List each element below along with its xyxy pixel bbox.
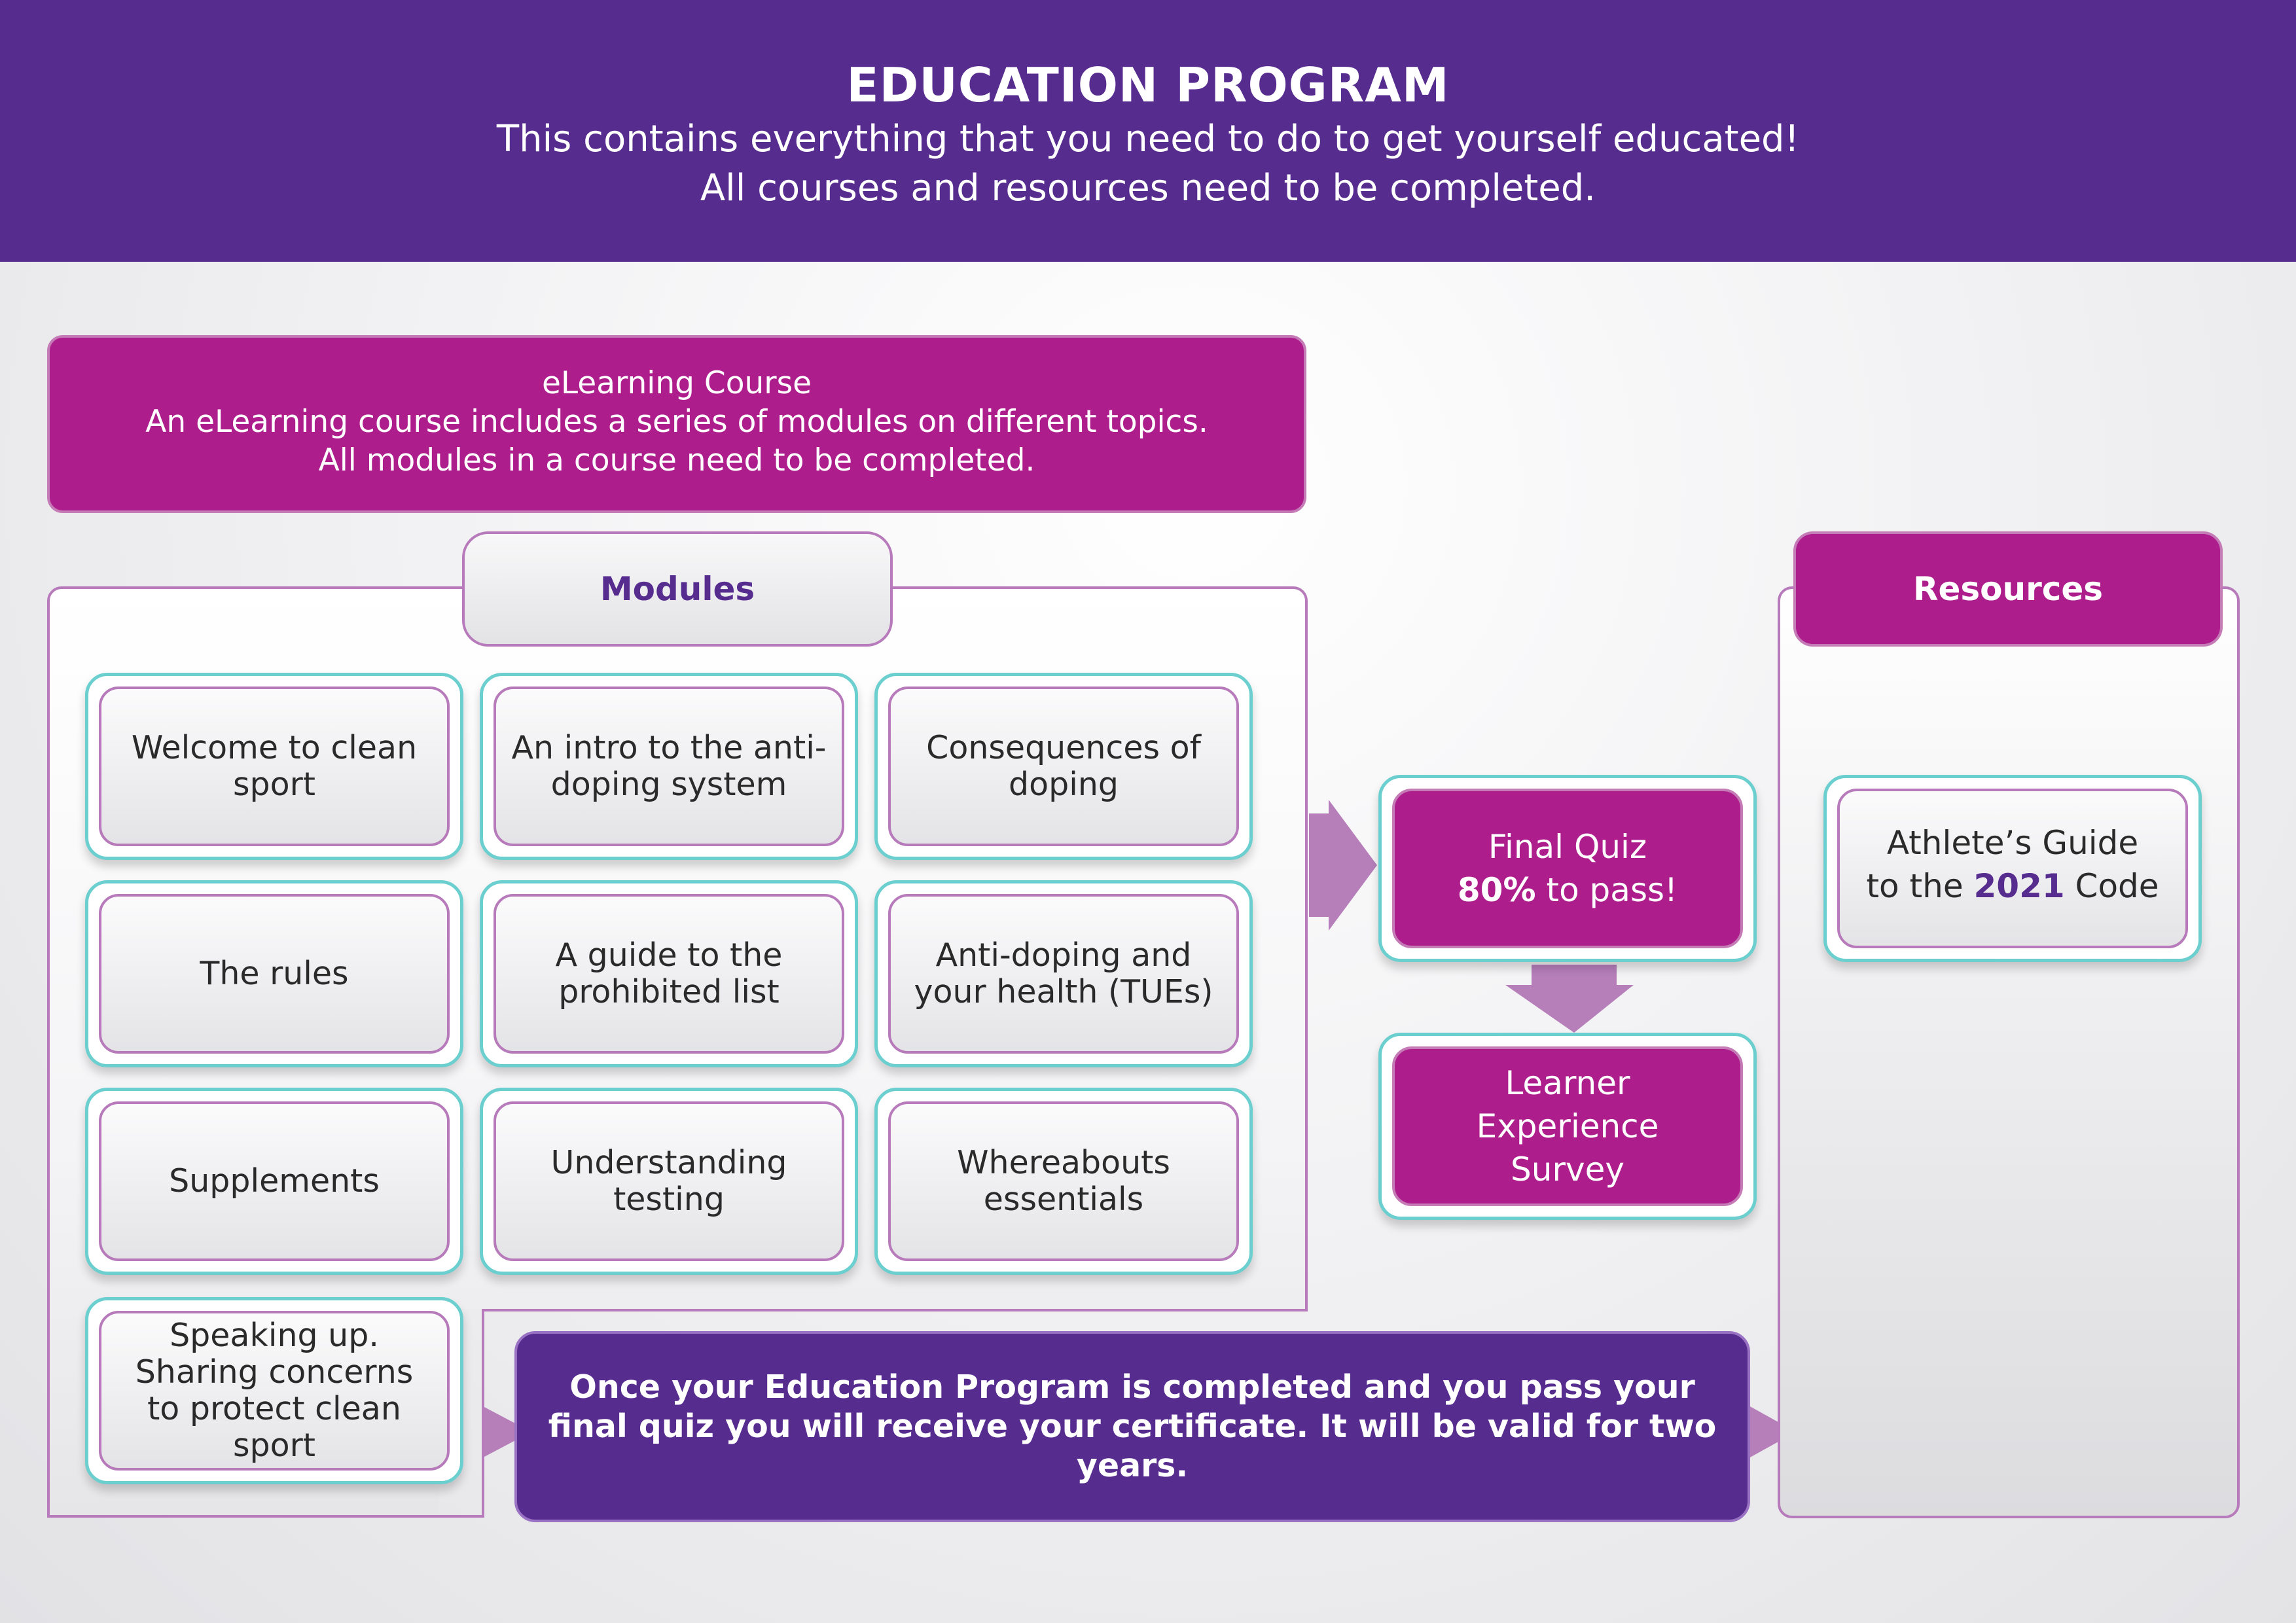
elearning-line-1: An eLearning course includes a series of modules on different topics.	[145, 404, 1208, 440]
resource-guide-year: 2021	[1973, 867, 2065, 905]
module-label: An intro to the anti-doping system	[493, 687, 844, 846]
page-subtitle-line-2: All courses and resources need to be completed.	[700, 167, 1596, 209]
final-quiz-card[interactable]	[1378, 775, 1757, 962]
module-label: Understanding testing	[493, 1101, 844, 1261]
certificate-text: Once your Education Program is completed and you pass your final quiz you will receive your certificate. It will be valid for two years.	[548, 1368, 1717, 1484]
resource-label	[1837, 789, 2188, 948]
resources-tab	[1793, 531, 2223, 647]
resource-guide-suffix: Code	[2064, 867, 2159, 905]
final-quiz-pass-percent: 80%	[1457, 871, 1536, 909]
final-quiz-pass-line	[1458, 868, 1677, 912]
elearning-line-2: All modules in a course need to be completed.	[318, 442, 1035, 478]
module-label: Consequences of doping	[888, 687, 1239, 846]
arrow-modules-to-quiz	[1309, 800, 1377, 931]
final-quiz-title: Final Quiz	[1488, 828, 1647, 866]
module-label: The rules	[99, 894, 450, 1054]
module-label: A guide to the prohibited list	[493, 894, 844, 1054]
resources-frame	[1778, 586, 2240, 1518]
learner-survey-label: Learner Experience Survey	[1392, 1046, 1743, 1206]
elearning-title: eLearning Course	[542, 365, 812, 401]
modules-tab-label: Modules	[600, 570, 755, 608]
module-label: Anti-doping and your health (TUEs)	[888, 894, 1239, 1054]
module-label: Whereabouts essentials	[888, 1101, 1239, 1261]
module-label: Speaking up. Sharing concerns to protect clean sport	[99, 1311, 450, 1471]
final-quiz-content	[1392, 789, 1743, 948]
module-label: Supplements	[99, 1101, 450, 1261]
final-quiz-pass-text: to pass!	[1535, 871, 1678, 909]
certificate-banner	[514, 1331, 1750, 1522]
module-label: Welcome to clean sport	[99, 687, 450, 846]
resource-guide-prefix: Athlete’s Guide to the	[1866, 824, 2139, 905]
resources-tab-label: Resources	[1912, 570, 2104, 608]
arrow-quiz-to-survey	[1505, 965, 1634, 1033]
learner-survey-card[interactable]	[1378, 1033, 1757, 1220]
page-subtitle-line-1: This contains everything that you need to do to get yourself educated!	[496, 118, 1800, 160]
resource-card-athletes-guide[interactable]	[1823, 775, 2202, 962]
page-title: EDUCATION PROGRAM	[846, 58, 1450, 113]
